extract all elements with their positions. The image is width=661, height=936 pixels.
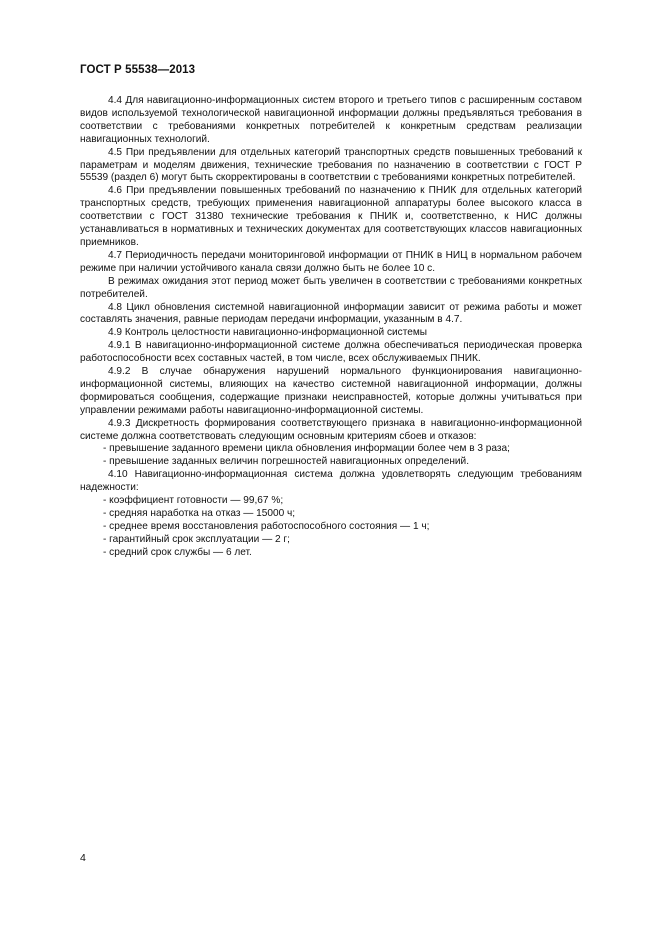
paragraph-4-8: 4.8 Цикл обновления системной навигационной информации зависит от режима работы и может составлять значения, равные периодам передачи информации, указанным в 4.7. — [80, 301, 582, 326]
page-number: 4 — [80, 852, 86, 864]
document-body — [80, 95, 582, 560]
paragraph-4-9: 4.9 Контроль целостности навигационно-информационной системы — [108, 327, 428, 339]
paragraph-4-9-3: 4.9.3 Дискретность формирования соответствующего признака в навигационно-информационной системе должна соответствовать следующим основным критериям сбоев и отказов: — [80, 417, 582, 442]
paragraph-4-4: 4.4 Для навигационно-информационных систем второго и третьего типов с расширенным составом видов используемой технологической навигационной информации должны предъявляться требования в соответствии с требованиями конкретных потребителей к конкретным средствам реализации навигационных технологий. — [80, 95, 582, 145]
reliability-item: - гарантийный срок эксплуатации — 2 г; — [103, 533, 290, 545]
criteria-item: - превышение заданного времени цикла обновления информации более чем в 3 раза; — [103, 443, 510, 455]
paragraph-4-10: 4.10 Навигационно-информационная система должна удовлетворять следующим требованиям надежности: — [80, 469, 582, 494]
reliability-item: - средний срок службы — 6 лет. — [103, 546, 252, 558]
paragraph-4-9-1: 4.9.1 В навигационно-информационной системе должна обеспечиваться периодическая проверка работоспособности всех составных частей, в том числе, всех обслуживаемых ПНИК. — [80, 340, 582, 365]
paragraph-4-7-standby: В режимах ожидания этот период может быть увеличен в соответствии с требованиями конкретных потребителей. — [80, 275, 582, 300]
reliability-item: - среднее время восстановления работоспособного состояния — 1 ч; — [103, 520, 430, 532]
paragraph-4-6: 4.6 При предъявлении повышенных требований по назначению к ПНИК для отдельных категорий транспортных средств, требующих применения навигационной аппаратуры более высокого класса в соответствии с ГОСТ 31380 технические требования к ПНИК и, соответственно, к НИС должны устанавливаться в нормативных и технических документах для соответствующих классов навигационных приемников. — [80, 185, 582, 248]
paragraph-4-5: 4.5 При предъявлении для отдельных категорий транспортных средств повышенных требований к параметрам и моделям движения, технические требования по назначению в соответствии с ГОСТ Р 55539 (раздел 6) могут быть скорректированы в соответствии с требованиями конкретных потребителей. — [80, 146, 582, 184]
paragraph-4-7: 4.7 Периодичность передачи мониторинговой информации от ПНИК в НИЦ в нормальном рабочем режиме при наличии устойчивого канала связи должно быть не более 10 с. — [80, 249, 582, 274]
paragraph-4-9-2: 4.9.2 В случае обнаружения нарушений нормального функционирования навигационно-информационной системы, влияющих на качество системной навигационной информации, должны формироваться сообщения, содержащие признаки неисправностей, которые должны учитываться при управлении режимами работы навигационно-информационной системы. — [80, 366, 582, 416]
document-header: ГОСТ Р 55538—2013 — [80, 64, 196, 76]
reliability-item: - средняя наработка на отказ — 15000 ч; — [103, 508, 296, 519]
reliability-item: - коэффициент готовности — 99,67 %; — [103, 495, 284, 507]
criteria-item: - превышение заданных величин погрешностей навигационных определений. — [103, 456, 469, 468]
